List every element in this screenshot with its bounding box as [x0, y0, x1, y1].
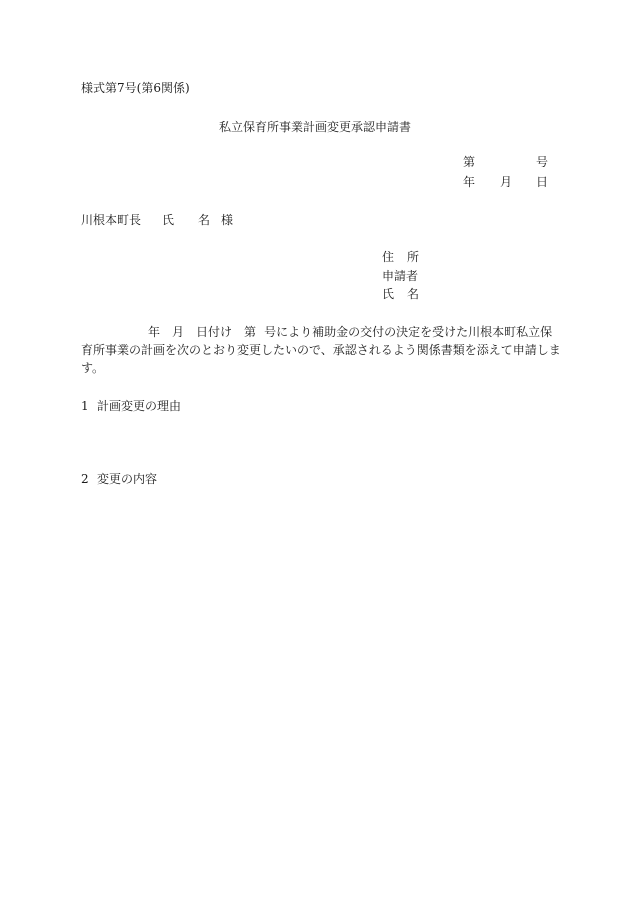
addressee-honorific: 様	[221, 213, 234, 227]
section-number: 2	[81, 472, 89, 486]
date-month-label: 月	[500, 175, 513, 189]
body-line-3: す。	[81, 361, 105, 375]
section-content-heading	[81, 473, 157, 485]
body-line-1: 年 月 日付け 第 号により補助金の交付の決定を受けた川根本町私立保	[148, 325, 553, 339]
body-line-2: 育所事業の計画を次のとおり変更したいので、承認されるよう関係書類を添えて申請しま	[81, 343, 561, 357]
date-day-label: 日	[536, 175, 549, 189]
section-label: 変更の内容	[97, 472, 158, 486]
section-reason-heading	[81, 400, 181, 412]
addressee-name-label-1: 氏	[162, 213, 175, 227]
applicant-address-label-a: 住	[382, 250, 395, 264]
section-number: 1	[81, 399, 89, 413]
application-body-text	[81, 323, 561, 377]
form-number: 様式第7号(第6関係)	[81, 81, 190, 95]
applicant-label: 申請者	[382, 269, 419, 283]
applicant-name-label-b: 名	[407, 287, 420, 301]
applicant-name-label-a: 氏	[382, 287, 395, 301]
document-number-suffix: 号	[536, 155, 549, 169]
addressee-title: 川根本町長	[81, 213, 142, 227]
addressee-name-label-2: 名	[198, 213, 211, 227]
applicant-address-label-b: 所	[407, 250, 420, 264]
document-number-label: 第	[463, 155, 476, 169]
section-label: 計画変更の理由	[97, 399, 182, 413]
date-year-label: 年	[463, 175, 476, 189]
document-title: 私立保育所事業計画変更承認申請書	[218, 120, 411, 134]
